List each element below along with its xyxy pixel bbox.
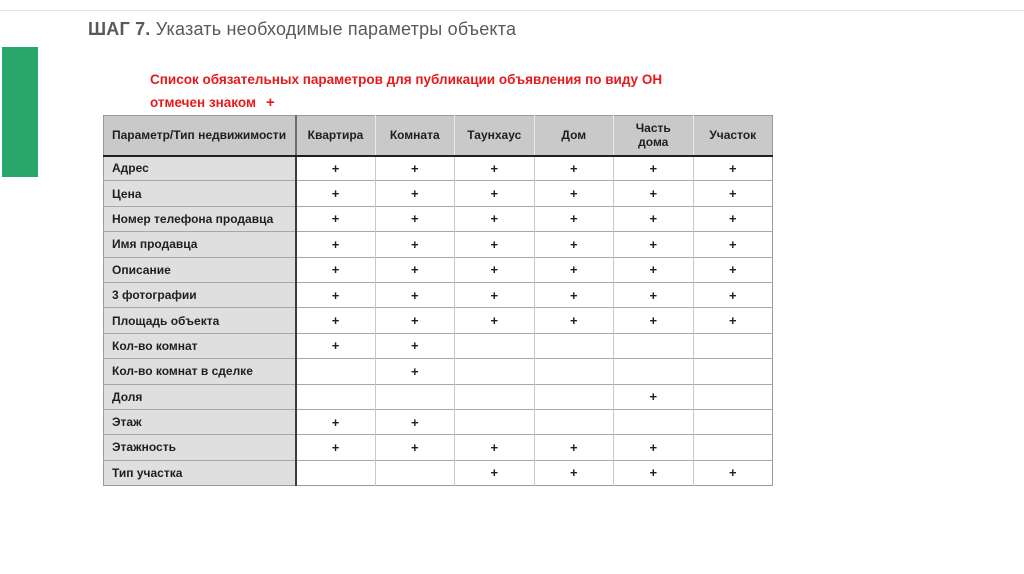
required-mark-cell: + xyxy=(693,282,773,307)
row-label: Адрес xyxy=(104,156,296,181)
empty-cell xyxy=(614,409,694,434)
empty-cell xyxy=(296,460,376,485)
table-header xyxy=(104,116,773,156)
empty-cell xyxy=(534,359,614,384)
params-table-body xyxy=(104,156,773,486)
required-mark-cell: + xyxy=(296,257,376,282)
table-row xyxy=(104,156,773,181)
row-label: Кол-во комнат в сделке xyxy=(104,359,296,384)
row-label: 3 фотографии xyxy=(104,282,296,307)
empty-cell xyxy=(614,359,694,384)
column-header-dom: Дом xyxy=(534,116,614,156)
empty-cell xyxy=(693,384,773,409)
column-header-uchastok: Участок xyxy=(693,116,773,156)
required-mark-cell: + xyxy=(455,308,535,333)
required-mark-cell: + xyxy=(375,409,455,434)
empty-cell xyxy=(534,333,614,358)
required-mark-cell: + xyxy=(693,232,773,257)
required-mark-cell: + xyxy=(296,181,376,206)
required-mark-cell: + xyxy=(296,308,376,333)
required-mark-cell: + xyxy=(693,206,773,231)
required-mark-cell: + xyxy=(296,232,376,257)
table-row xyxy=(104,333,773,358)
note-line-1: Список обязательных параметров для публикации объявления по виду ОН xyxy=(150,72,663,87)
required-mark-cell: + xyxy=(534,181,614,206)
table-row xyxy=(104,359,773,384)
required-mark-cell: + xyxy=(693,308,773,333)
empty-cell xyxy=(455,409,535,434)
required-mark-cell: + xyxy=(455,181,535,206)
empty-cell xyxy=(614,333,694,358)
parameters-table-wrapper xyxy=(103,115,772,486)
table-row xyxy=(104,181,773,206)
required-mark-cell: + xyxy=(693,156,773,181)
empty-cell xyxy=(534,384,614,409)
required-mark-cell: + xyxy=(455,435,535,460)
table-row xyxy=(104,308,773,333)
table-row xyxy=(104,409,773,434)
table-row xyxy=(104,206,773,231)
row-label: Имя продавца xyxy=(104,232,296,257)
required-mark-cell: + xyxy=(455,156,535,181)
required-mark-cell: + xyxy=(375,308,455,333)
row-label: Этаж xyxy=(104,409,296,434)
table-row xyxy=(104,384,773,409)
table-row xyxy=(104,257,773,282)
required-mark-cell: + xyxy=(375,435,455,460)
required-mark-cell: + xyxy=(375,181,455,206)
required-mark-cell: + xyxy=(534,206,614,231)
empty-cell xyxy=(693,435,773,460)
empty-cell xyxy=(296,359,376,384)
required-mark-cell: + xyxy=(375,359,455,384)
required-mark-cell: + xyxy=(693,257,773,282)
empty-cell xyxy=(455,359,535,384)
required-mark-cell: + xyxy=(296,206,376,231)
required-mark-cell: + xyxy=(296,409,376,434)
column-header-parameter: Параметр/Тип недвижимости xyxy=(104,116,296,156)
parameters-table xyxy=(103,115,773,486)
required-mark-cell: + xyxy=(455,206,535,231)
empty-cell xyxy=(693,359,773,384)
required-mark-cell: + xyxy=(375,257,455,282)
column-header-kvartira: Квартира xyxy=(296,116,376,156)
table-header-row xyxy=(104,116,773,156)
required-mark-cell: + xyxy=(296,333,376,358)
green-accent-bar xyxy=(2,47,38,177)
row-label: Номер телефона продавца xyxy=(104,206,296,231)
column-header-komnata: Комната xyxy=(375,116,455,156)
required-mark-cell: + xyxy=(375,333,455,358)
empty-cell xyxy=(296,384,376,409)
row-label: Доля xyxy=(104,384,296,409)
required-mark-cell: + xyxy=(455,460,535,485)
required-mark-cell: + xyxy=(375,282,455,307)
required-mark-cell: + xyxy=(375,206,455,231)
required-mark-cell: + xyxy=(614,282,694,307)
row-label: Этажность xyxy=(104,435,296,460)
required-mark-cell: + xyxy=(614,460,694,485)
required-mark-cell: + xyxy=(534,257,614,282)
note-line-2 xyxy=(150,91,730,116)
table-row xyxy=(104,435,773,460)
row-label: Цена xyxy=(104,181,296,206)
empty-cell xyxy=(693,333,773,358)
required-mark-cell: + xyxy=(455,257,535,282)
required-mark-cell: + xyxy=(693,460,773,485)
row-label: Кол-во комнат xyxy=(104,333,296,358)
required-mark-cell: + xyxy=(455,282,535,307)
required-mark-cell: + xyxy=(375,156,455,181)
column-header-taunhaus: Таунхаус xyxy=(455,116,535,156)
required-mark-cell: + xyxy=(614,384,694,409)
required-mark-cell: + xyxy=(614,181,694,206)
row-label: Тип участка xyxy=(104,460,296,485)
required-mark-cell: + xyxy=(614,308,694,333)
empty-cell xyxy=(375,460,455,485)
page-title xyxy=(88,19,516,40)
required-mark-cell: + xyxy=(614,156,694,181)
required-mark-cell: + xyxy=(534,435,614,460)
empty-cell xyxy=(375,384,455,409)
plus-sign-sample: + xyxy=(265,94,275,112)
required-mark-cell: + xyxy=(534,282,614,307)
required-mark-cell: + xyxy=(614,232,694,257)
empty-cell xyxy=(693,409,773,434)
table-row xyxy=(104,282,773,307)
empty-cell xyxy=(455,333,535,358)
required-mark-cell: + xyxy=(534,232,614,257)
empty-cell xyxy=(534,409,614,434)
required-mark-cell: + xyxy=(614,206,694,231)
required-mark-cell: + xyxy=(296,282,376,307)
required-mark-cell: + xyxy=(614,257,694,282)
page-title-text: Указать необходимые параметры объекта xyxy=(150,19,517,39)
required-mark-cell: + xyxy=(296,156,376,181)
required-mark-cell: + xyxy=(693,181,773,206)
table-row xyxy=(104,460,773,485)
required-mark-cell: + xyxy=(614,435,694,460)
row-label: Площадь объекта xyxy=(104,308,296,333)
column-header-chast-doma: Часть дома xyxy=(614,116,694,156)
note-line-2-text: отмечен знаком xyxy=(150,95,256,111)
table-row xyxy=(104,232,773,257)
required-mark-cell: + xyxy=(534,156,614,181)
row-label: Описание xyxy=(104,257,296,282)
required-mark-cell: + xyxy=(534,460,614,485)
required-mark-cell: + xyxy=(375,232,455,257)
empty-cell xyxy=(455,384,535,409)
page-title-step: ШАГ 7. xyxy=(88,19,151,39)
required-mark-cell: + xyxy=(296,435,376,460)
top-divider-line xyxy=(0,10,1024,11)
required-mark-cell: + xyxy=(534,308,614,333)
required-mark-cell: + xyxy=(455,232,535,257)
required-params-note xyxy=(150,69,730,116)
